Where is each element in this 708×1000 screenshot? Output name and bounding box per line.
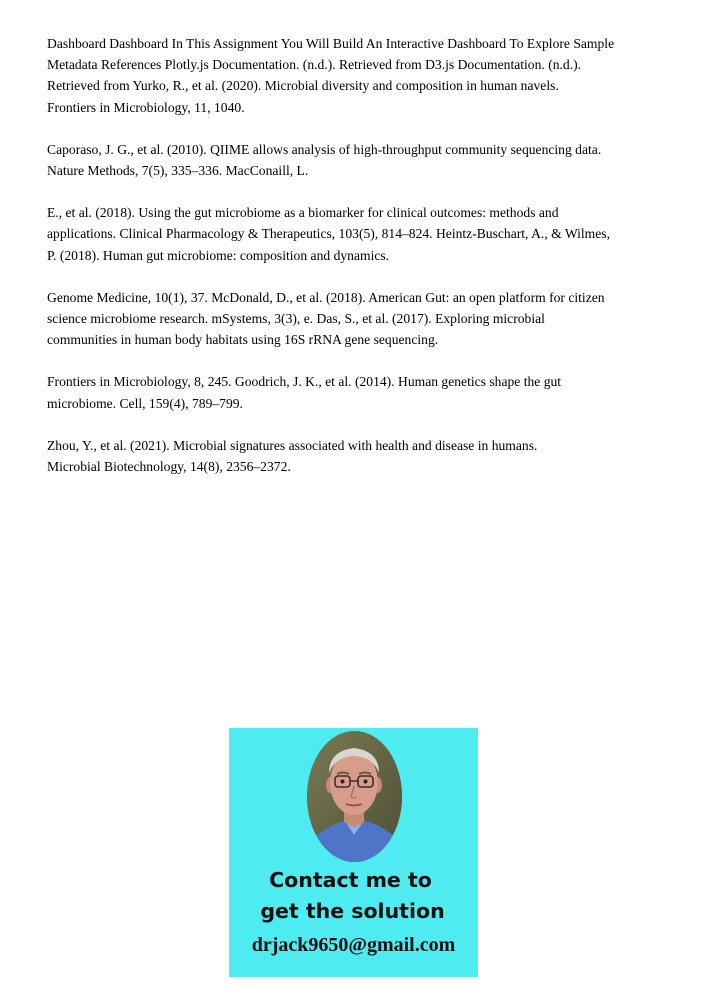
text-line: Dashboard Dashboard In This Assignment You Will Build An Interactive Dashboard To Explore Sample [47,36,615,51]
text-line: science microbiome research. mSystems, 3(3), e. Das, S., et al. (2017). Exploring microbial [47,311,545,327]
text-line: communities in human body habitats using 16S rRNA gene sequencing. [47,332,439,348]
reference-paragraph [47,435,662,477]
text-line: Caporaso, J. G., et al. (2010). QIIME allows analysis of high-throughput community sequencing data. [47,141,602,157]
contact-heading: Contact me to [269,868,432,892]
reference-paragraph [47,202,662,266]
text-line: E., et al. (2018). Using the gut microbiome as a biomarker for clinical outcomes: methods and [47,205,559,221]
text-line: applications. Clinical Pharmacology & Therapeutics, 103(5), 814–824. Heintz-Buschart, A., & Wilmes, [47,226,610,242]
reference-paragraph [47,287,662,351]
text-line: Nature Methods, 7(5), 335–336. MacConaill, L. [47,163,309,179]
person-photo-icon [307,731,402,862]
text-line: Frontiers in Microbiology, 11, 1040. [47,99,245,115]
portrait-photo [307,731,402,862]
text-line: Metadata References Plotly.js Documentation. (n.d.). Retrieved from D3.js Documentation. (n.d.). [47,57,582,73]
text-line: Frontiers in Microbiology, 8, 245. Goodrich, J. K., et al. (2014). Human genetics shape the gut [47,374,562,390]
text-line: P. (2018). Human gut microbiome: composition and dynamics. [47,247,390,263]
contact-email[interactable]: drjack9650@gmail.com [251,934,456,956]
text-line: Genome Medicine, 10(1), 37. McDonald, D., et al. (2018). American Gut: an open platform for citizen [47,289,605,305]
text-line: microbiome. Cell, 159(4), 789–799. [47,395,243,411]
reference-paragraph [47,371,662,413]
text-line: Zhou, Y., et al. (2021). Microbial signatures associated with health and disease in humans. [47,437,538,453]
reference-paragraph [47,139,662,181]
reference-list [47,33,662,498]
contact-subheading: get the solution [260,899,445,923]
contact-banner [229,728,478,977]
text-line: Retrieved from Yurko, R., et al. (2020). Microbial diversity and composition in human navels. [47,78,559,94]
text-line: Microbial Biotechnology, 14(8), 2356–2372. [47,459,291,475]
reference-paragraph [47,33,662,118]
